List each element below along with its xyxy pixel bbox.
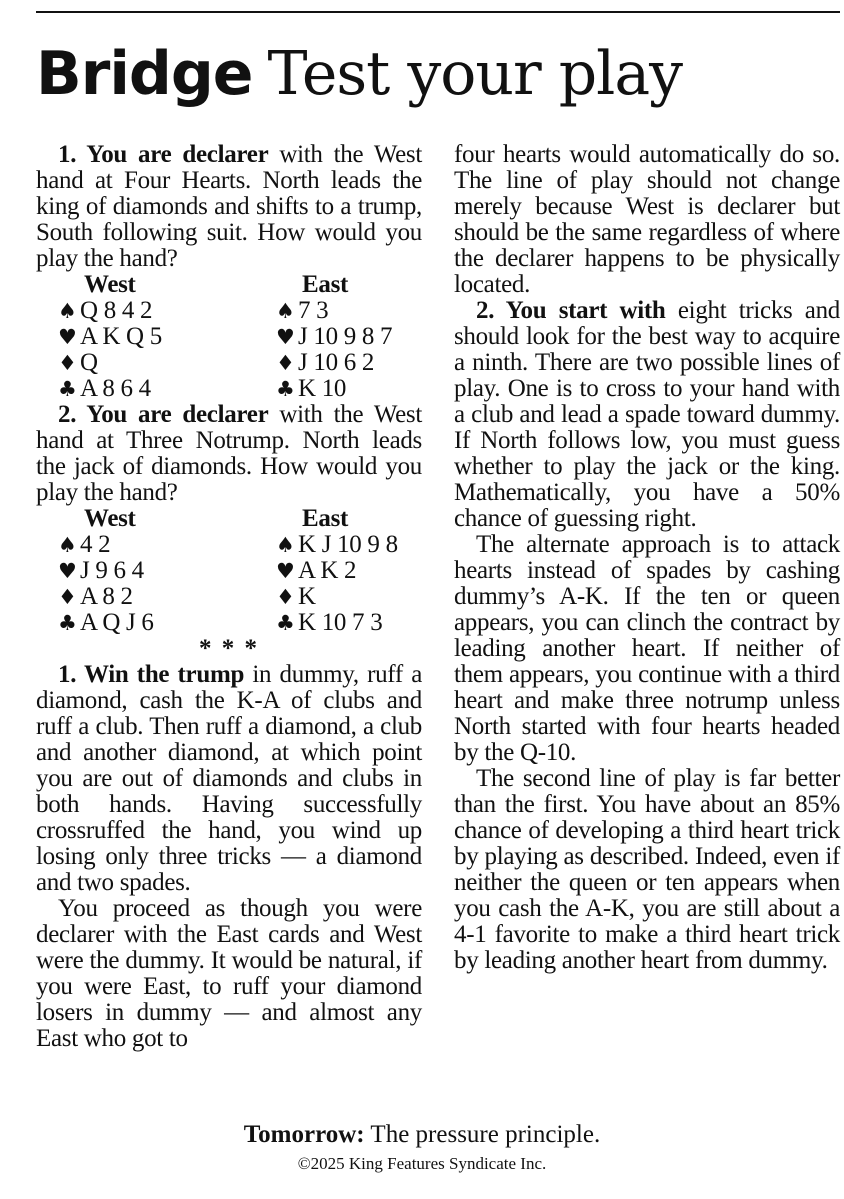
problem-1-west-hand — [58, 272, 248, 402]
spade-icon: ♠ — [58, 299, 77, 323]
solution-2-paragraph-3: The second line of play is far better than the first. You have about an 85% chance of developing a third heart trick by playing as described. Indeed, even if neither the queen or ten appears when you cash the A-K, you are still about a 4-1 favorite to make a third heart trick by leading another heart from dummy. — [454, 765, 840, 974]
hand-spades — [58, 298, 248, 324]
heart-icon: ♥ — [276, 559, 295, 583]
heart-icon: ♥ — [58, 325, 77, 349]
heart-icon: ♥ — [276, 325, 295, 349]
top-rule — [36, 11, 840, 13]
cards: K — [298, 583, 316, 610]
cards: 4 2 — [80, 531, 111, 558]
solution-1-body: in dummy, ruff a diamond, cash the K-A of clubs and ruff a club. Then ruff a diamond, a club and another diamond, at which point you are out of diamonds and clubs in both hands. Having successfully crossruffed the hand, you wind up losing only three tricks — a diamond and two spades. — [36, 661, 422, 896]
spade-icon: ♠ — [58, 533, 77, 557]
title-subtitle: Test your play — [267, 39, 683, 109]
left-column — [36, 142, 422, 1052]
problem-1-text — [36, 142, 422, 272]
hand-hearts — [58, 324, 248, 350]
solution-2-lead: 2. You start with — [476, 297, 666, 324]
problem-2-west-hand — [58, 506, 248, 636]
heart-icon: ♥ — [58, 559, 77, 583]
hand-label: West — [84, 505, 136, 532]
cards: K 10 7 3 — [298, 609, 383, 636]
cards: K J 10 9 8 — [298, 531, 398, 558]
club-icon: ♣ — [58, 611, 77, 635]
cards: J 9 6 4 — [80, 557, 144, 584]
hand-clubs — [58, 376, 248, 402]
cards: A 8 2 — [80, 583, 133, 610]
problem-2-hands — [36, 506, 422, 636]
problem-1-body: with the West hand at Four Hearts. North leads the king of diamonds and shifts to a trump, South following suit. How would you play the hand? — [36, 141, 422, 272]
hand-spades — [58, 532, 248, 558]
hand-clubs — [276, 376, 466, 402]
hand-clubs — [58, 610, 248, 636]
hand-hearts — [58, 558, 248, 584]
title-bridge: Bridge — [36, 39, 253, 109]
club-icon: ♣ — [276, 377, 295, 401]
cards: Q — [80, 349, 98, 376]
hand-label: West — [84, 271, 136, 298]
hand-label: East — [302, 271, 349, 298]
diamond-icon: ♦ — [276, 585, 295, 609]
hand-hearts — [276, 558, 466, 584]
problem-2-lead: 2. You are declarer — [58, 401, 269, 428]
hand-diamonds — [58, 350, 248, 376]
problem-1-hands — [36, 272, 422, 402]
section-separator: * * * — [199, 635, 259, 662]
tomorrow-topic: The pressure principle. — [364, 1121, 601, 1148]
diamond-icon: ♦ — [58, 585, 77, 609]
spade-icon: ♠ — [276, 299, 295, 323]
tomorrow-label: Tomorrow: — [243, 1121, 365, 1148]
cards: A K Q 5 — [80, 323, 162, 350]
cards: A 8 6 4 — [80, 375, 151, 402]
cards: J 10 6 2 — [298, 349, 375, 376]
problem-2-body: with the West hand at Three Notrump. North leads the jack of diamonds. How would you play the hand? — [36, 401, 422, 506]
hand-diamonds — [276, 350, 466, 376]
diamond-icon: ♦ — [58, 351, 77, 375]
solution-1-continued-end: four hearts would automatically do so. The line of play should not change merely because West is declarer but should be the same regardless of where the declarer happens to be physically located. — [454, 141, 840, 298]
cards: A Q J 6 — [80, 609, 154, 636]
spade-icon: ♠ — [276, 533, 295, 557]
hand-spades — [276, 532, 466, 558]
hand-diamonds — [276, 584, 466, 610]
club-icon: ♣ — [58, 377, 77, 401]
solution-2-text — [454, 298, 840, 532]
cards: A K 2 — [298, 557, 357, 584]
solution-1-text — [36, 662, 422, 896]
problem-2-text — [36, 402, 422, 506]
solution-1-lead: 1. Win the trump — [58, 661, 245, 688]
hand-label: East — [302, 505, 349, 532]
cards: J 10 9 8 7 — [298, 323, 393, 350]
page-title — [36, 34, 682, 114]
problem-1-lead: 1. You are declarer — [58, 141, 269, 168]
hand-diamonds — [58, 584, 248, 610]
hand-clubs — [276, 610, 466, 636]
cards: K 10 — [298, 375, 347, 402]
tomorrow-teaser — [0, 1120, 844, 1150]
cards: 7 3 — [298, 297, 329, 324]
diamond-icon: ♦ — [276, 351, 295, 375]
problem-2-east-hand — [276, 506, 466, 636]
right-column — [454, 142, 840, 974]
solution-1-continued: You proceed as though you were declarer with the East cards and West were the dummy. It would be natural, if you were East, to ruff your diamond losers in dummy — and almost any East who got to — [36, 895, 422, 1052]
club-icon: ♣ — [276, 611, 295, 635]
cards: Q 8 4 2 — [80, 297, 153, 324]
solution-2-paragraph-2: The alternate approach is to attack hearts instead of spades by cashing dummy’s A-K. If the ten or queen appears, you can clinch the contract by leading another heart. If neither of them appears, you continue with a third heart and make three notrump unless North started with four hearts headed by the Q-10. — [454, 531, 840, 766]
copyright: ©2025 King Features Syndicate Inc. — [297, 1154, 547, 1173]
hand-hearts — [276, 324, 466, 350]
hand-spades — [276, 298, 466, 324]
problem-1-east-hand — [276, 272, 466, 402]
solution-2-body: eight tricks and should look for the best way to acquire a ninth. There are two possible lines of play. One is to cross to your hand with a club and lead a spade toward dummy. If North follows low, you must guess whether to play the jack or the king. Mathematically, you have a 50% chance of guessing right. — [454, 297, 840, 532]
